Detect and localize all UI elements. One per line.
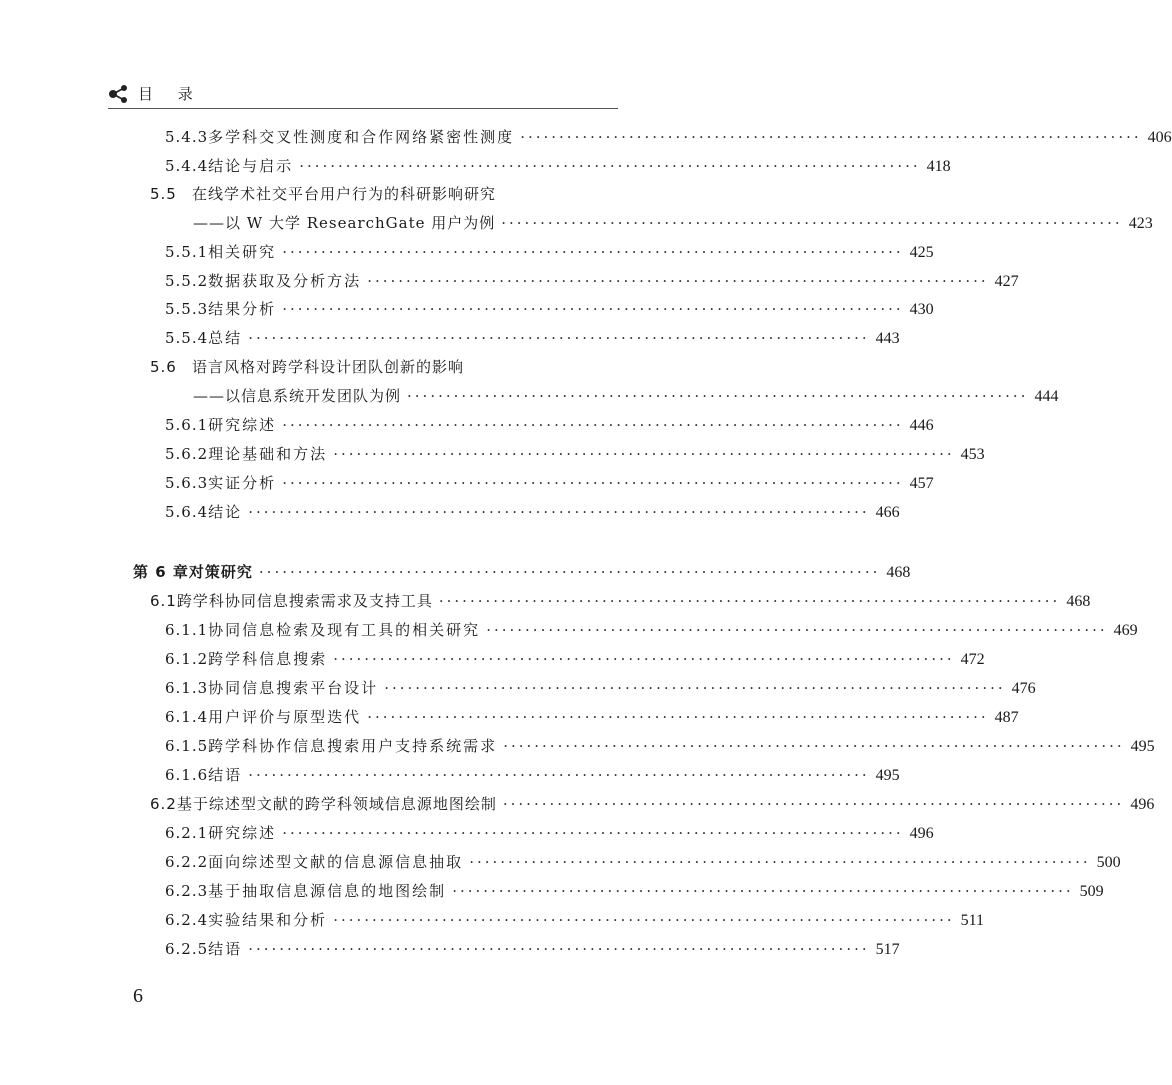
toc-entry[interactable] — [165, 242, 934, 263]
toc-entry-page: 418 — [926, 158, 951, 175]
toc-entry-title: 跨学科协同信息搜索需求及支持工具 — [176, 592, 433, 610]
share-node-icon — [108, 84, 130, 104]
toc-entry-page: 468 — [1066, 593, 1091, 610]
toc-entry-title: 协同信息搜索平台设计 — [208, 679, 379, 697]
toc-entry[interactable] — [165, 415, 934, 436]
toc-entry-number: 5.5.2 — [165, 272, 209, 290]
dot-leader: ················································································ — [333, 650, 955, 668]
toc-entry[interactable] — [193, 213, 1153, 234]
toc-entry-page: 476 — [1011, 680, 1036, 697]
toc-entry[interactable] — [165, 649, 985, 670]
toc-entry-number: 6.2.2 — [165, 853, 209, 871]
toc-entry[interactable] — [165, 707, 1019, 728]
dot-leader: ················································································ — [258, 563, 881, 581]
dot-leader: ················································································ — [333, 445, 955, 463]
dot-leader: ················································································ — [333, 911, 955, 929]
dot-leader: ················································································ — [367, 272, 989, 290]
header-title: 目 录 — [138, 85, 203, 103]
toc-entry-number: 6.2.4 — [165, 911, 209, 929]
dot-leader: ················································································ — [282, 824, 904, 842]
toc-entry-number: 6.2.3 — [165, 882, 209, 900]
toc-entry-page: 443 — [875, 330, 900, 347]
toc-entry[interactable] — [165, 620, 1138, 641]
toc-entry[interactable] — [165, 328, 900, 349]
dot-leader: ················································································ — [282, 300, 904, 318]
toc-entry-title: 数据获取及分析方法 — [208, 272, 362, 290]
toc-entry[interactable] — [165, 299, 934, 320]
dot-leader: ················································································ — [502, 795, 1125, 813]
toc-entry[interactable] — [193, 386, 1059, 407]
toc-entry-title: 实证分析 — [208, 474, 277, 492]
toc-entry[interactable] — [165, 444, 985, 465]
toc-entry-title: 结论 — [208, 503, 243, 521]
toc-entry-page: 430 — [909, 301, 934, 318]
toc-entry-title: 总结 — [208, 329, 243, 347]
toc-entry-page: 406 — [1147, 129, 1172, 146]
toc-entry-page: 457 — [909, 475, 934, 492]
toc-entry-page: 466 — [875, 504, 900, 521]
dot-leader: ················································································ — [367, 708, 989, 726]
toc-entry-page: 500 — [1096, 854, 1121, 871]
toc-entry-page: 496 — [909, 825, 934, 842]
toc-entry-page: 468 — [886, 564, 911, 581]
toc-entry-page: 517 — [875, 941, 900, 958]
toc-entry-page: 453 — [960, 446, 985, 463]
toc-entry-title: 面向综述型文献的信息源信息抽取 — [208, 853, 464, 871]
toc-entry-number: 6.1.2 — [165, 650, 209, 668]
toc-entry-page: 495 — [875, 767, 900, 784]
toc-entry-page: 495 — [1130, 738, 1155, 755]
toc-entry[interactable] — [165, 502, 900, 523]
toc-entry[interactable] — [165, 852, 1121, 873]
toc-entry[interactable] — [165, 736, 1155, 757]
toc-entry-page: 496 — [1130, 796, 1155, 813]
toc-entry-title: 研究综述 — [208, 824, 277, 842]
toc-entry-page: 469 — [1113, 622, 1138, 639]
toc-entry[interactable] — [165, 881, 1104, 902]
toc-entry-title: 结语 — [208, 940, 243, 958]
dot-leader: ················································································ — [299, 157, 921, 175]
toc-entry-number: 5.4.3 — [165, 128, 209, 146]
toc-entry-page: 446 — [909, 417, 934, 434]
toc-entry-number: 5.6.3 — [165, 474, 209, 492]
dot-leader: ················································································ — [407, 387, 1029, 405]
dot-leader: ················································································ — [248, 766, 870, 784]
toc-entry-number: 6.1.5 — [165, 737, 209, 755]
toc-entry-title: 相关研究 — [208, 243, 277, 261]
toc-entry[interactable] — [150, 591, 1091, 612]
toc-entry-title: 研究综述 — [208, 416, 277, 434]
toc-entry-number: 5.6 — [150, 358, 177, 376]
toc-entry[interactable] — [165, 910, 985, 931]
toc-entry[interactable] — [150, 184, 618, 204]
dot-leader: ················································································ — [282, 416, 904, 434]
toc-entry[interactable] — [165, 939, 900, 960]
toc-entry[interactable] — [165, 823, 934, 844]
toc-entry-number: 6.2.1 — [165, 824, 209, 842]
toc-entry-title: 跨学科信息搜索 — [208, 650, 328, 668]
toc-entry-title: ——以信息系统开发团队为例 — [193, 387, 402, 405]
toc-entry[interactable] — [165, 678, 1036, 699]
toc-entry-title: 语言风格对跨学科设计团队创新的影响 — [192, 358, 465, 376]
toc-entry[interactable] — [165, 473, 934, 494]
dot-leader: ················································································ — [248, 940, 870, 958]
toc-entry-number: 5.4.4 — [165, 157, 209, 175]
toc-entry-number: 5.5 — [150, 185, 177, 203]
toc-entry-title: 跨学科协作信息搜索用户支持系统需求 — [208, 737, 498, 755]
toc-entry-page: 423 — [1128, 215, 1153, 232]
dot-leader: ················································································ — [501, 214, 1123, 232]
toc-entry-number: 6.2 — [150, 795, 177, 813]
toc-entry-number: 5.6.4 — [165, 503, 209, 521]
toc-entry-title: 结语 — [208, 766, 243, 784]
toc-entry[interactable] — [150, 357, 618, 377]
toc-entry-title: 多学科交叉性测度和合作网络紧密性测度 — [208, 128, 515, 146]
page-number: 6 — [133, 985, 143, 1007]
toc-entry-number: 5.6.1 — [165, 416, 209, 434]
toc-entry-title: 基于综述型文献的跨学科领域信息源地图绘制 — [176, 795, 497, 813]
toc-entry-number: 6.1.1 — [165, 621, 209, 639]
toc-entry-title: 对策研究 — [188, 563, 253, 581]
toc-entry-title: 协同信息检索及现有工具的相关研究 — [208, 621, 481, 639]
toc-entry-page: 509 — [1079, 883, 1104, 900]
toc-entry-page: 472 — [960, 651, 985, 668]
dot-leader: ················································································ — [503, 737, 1125, 755]
toc-entry-title: ——以 W 大学 ResearchGate 用户为例 — [193, 214, 496, 232]
toc-entry-number: 6.1 — [150, 592, 177, 610]
dot-leader: ················································································ — [248, 503, 870, 521]
toc-entry-number: 6.2.5 — [165, 940, 209, 958]
toc-entry-number: 5.6.2 — [165, 445, 209, 463]
toc-entry-page: 427 — [994, 273, 1019, 290]
toc-entry-title: 用户评价与原型迭代 — [208, 708, 362, 726]
toc-entry-title: 实验结果和分析 — [208, 911, 328, 929]
dot-leader: ················································································ — [282, 243, 904, 261]
toc-entry-title: 结果分析 — [208, 300, 277, 318]
toc-entry-title: 结论与启示 — [208, 157, 294, 175]
toc-entry-number: 6.1.3 — [165, 679, 209, 697]
dot-leader: ················································································ — [438, 592, 1061, 610]
toc-entry[interactable] — [150, 794, 1155, 815]
toc-entry-title: 基于抽取信息源信息的地图绘制 — [208, 882, 447, 900]
toc-entry-title: 在线学术社交平台用户行为的科研影响研究 — [192, 185, 497, 203]
running-header — [108, 82, 618, 109]
toc-entry-page: 425 — [909, 244, 934, 261]
dot-leader: ················································································ — [520, 128, 1142, 146]
toc-entry-title: 理论基础和方法 — [208, 445, 328, 463]
toc-entry-number: 6.1.6 — [165, 766, 209, 784]
toc-entry-page: 444 — [1034, 388, 1059, 405]
dot-leader: ················································································ — [452, 882, 1074, 900]
toc-entry[interactable] — [165, 765, 900, 786]
dot-leader: ················································································ — [282, 474, 904, 492]
toc-entry[interactable] — [133, 562, 911, 583]
dot-leader: ················································································ — [384, 679, 1006, 697]
toc-entry[interactable] — [165, 127, 1172, 148]
toc-entry-number: 5.5.3 — [165, 300, 209, 318]
toc-entry-page: 487 — [994, 709, 1019, 726]
toc-entry-number: 6.1.4 — [165, 708, 209, 726]
toc-entry-number: 5.5.1 — [165, 243, 209, 261]
toc-entry-number: 5.5.4 — [165, 329, 209, 347]
toc-entry-page: 511 — [960, 912, 985, 929]
dot-leader: ················································································ — [469, 853, 1091, 871]
dot-leader: ················································································ — [486, 621, 1108, 639]
toc-entry[interactable] — [165, 156, 951, 177]
toc-entry[interactable] — [165, 271, 1019, 292]
dot-leader: ················································································ — [248, 329, 870, 347]
toc-entry-number: 第 6 章 — [133, 563, 189, 581]
